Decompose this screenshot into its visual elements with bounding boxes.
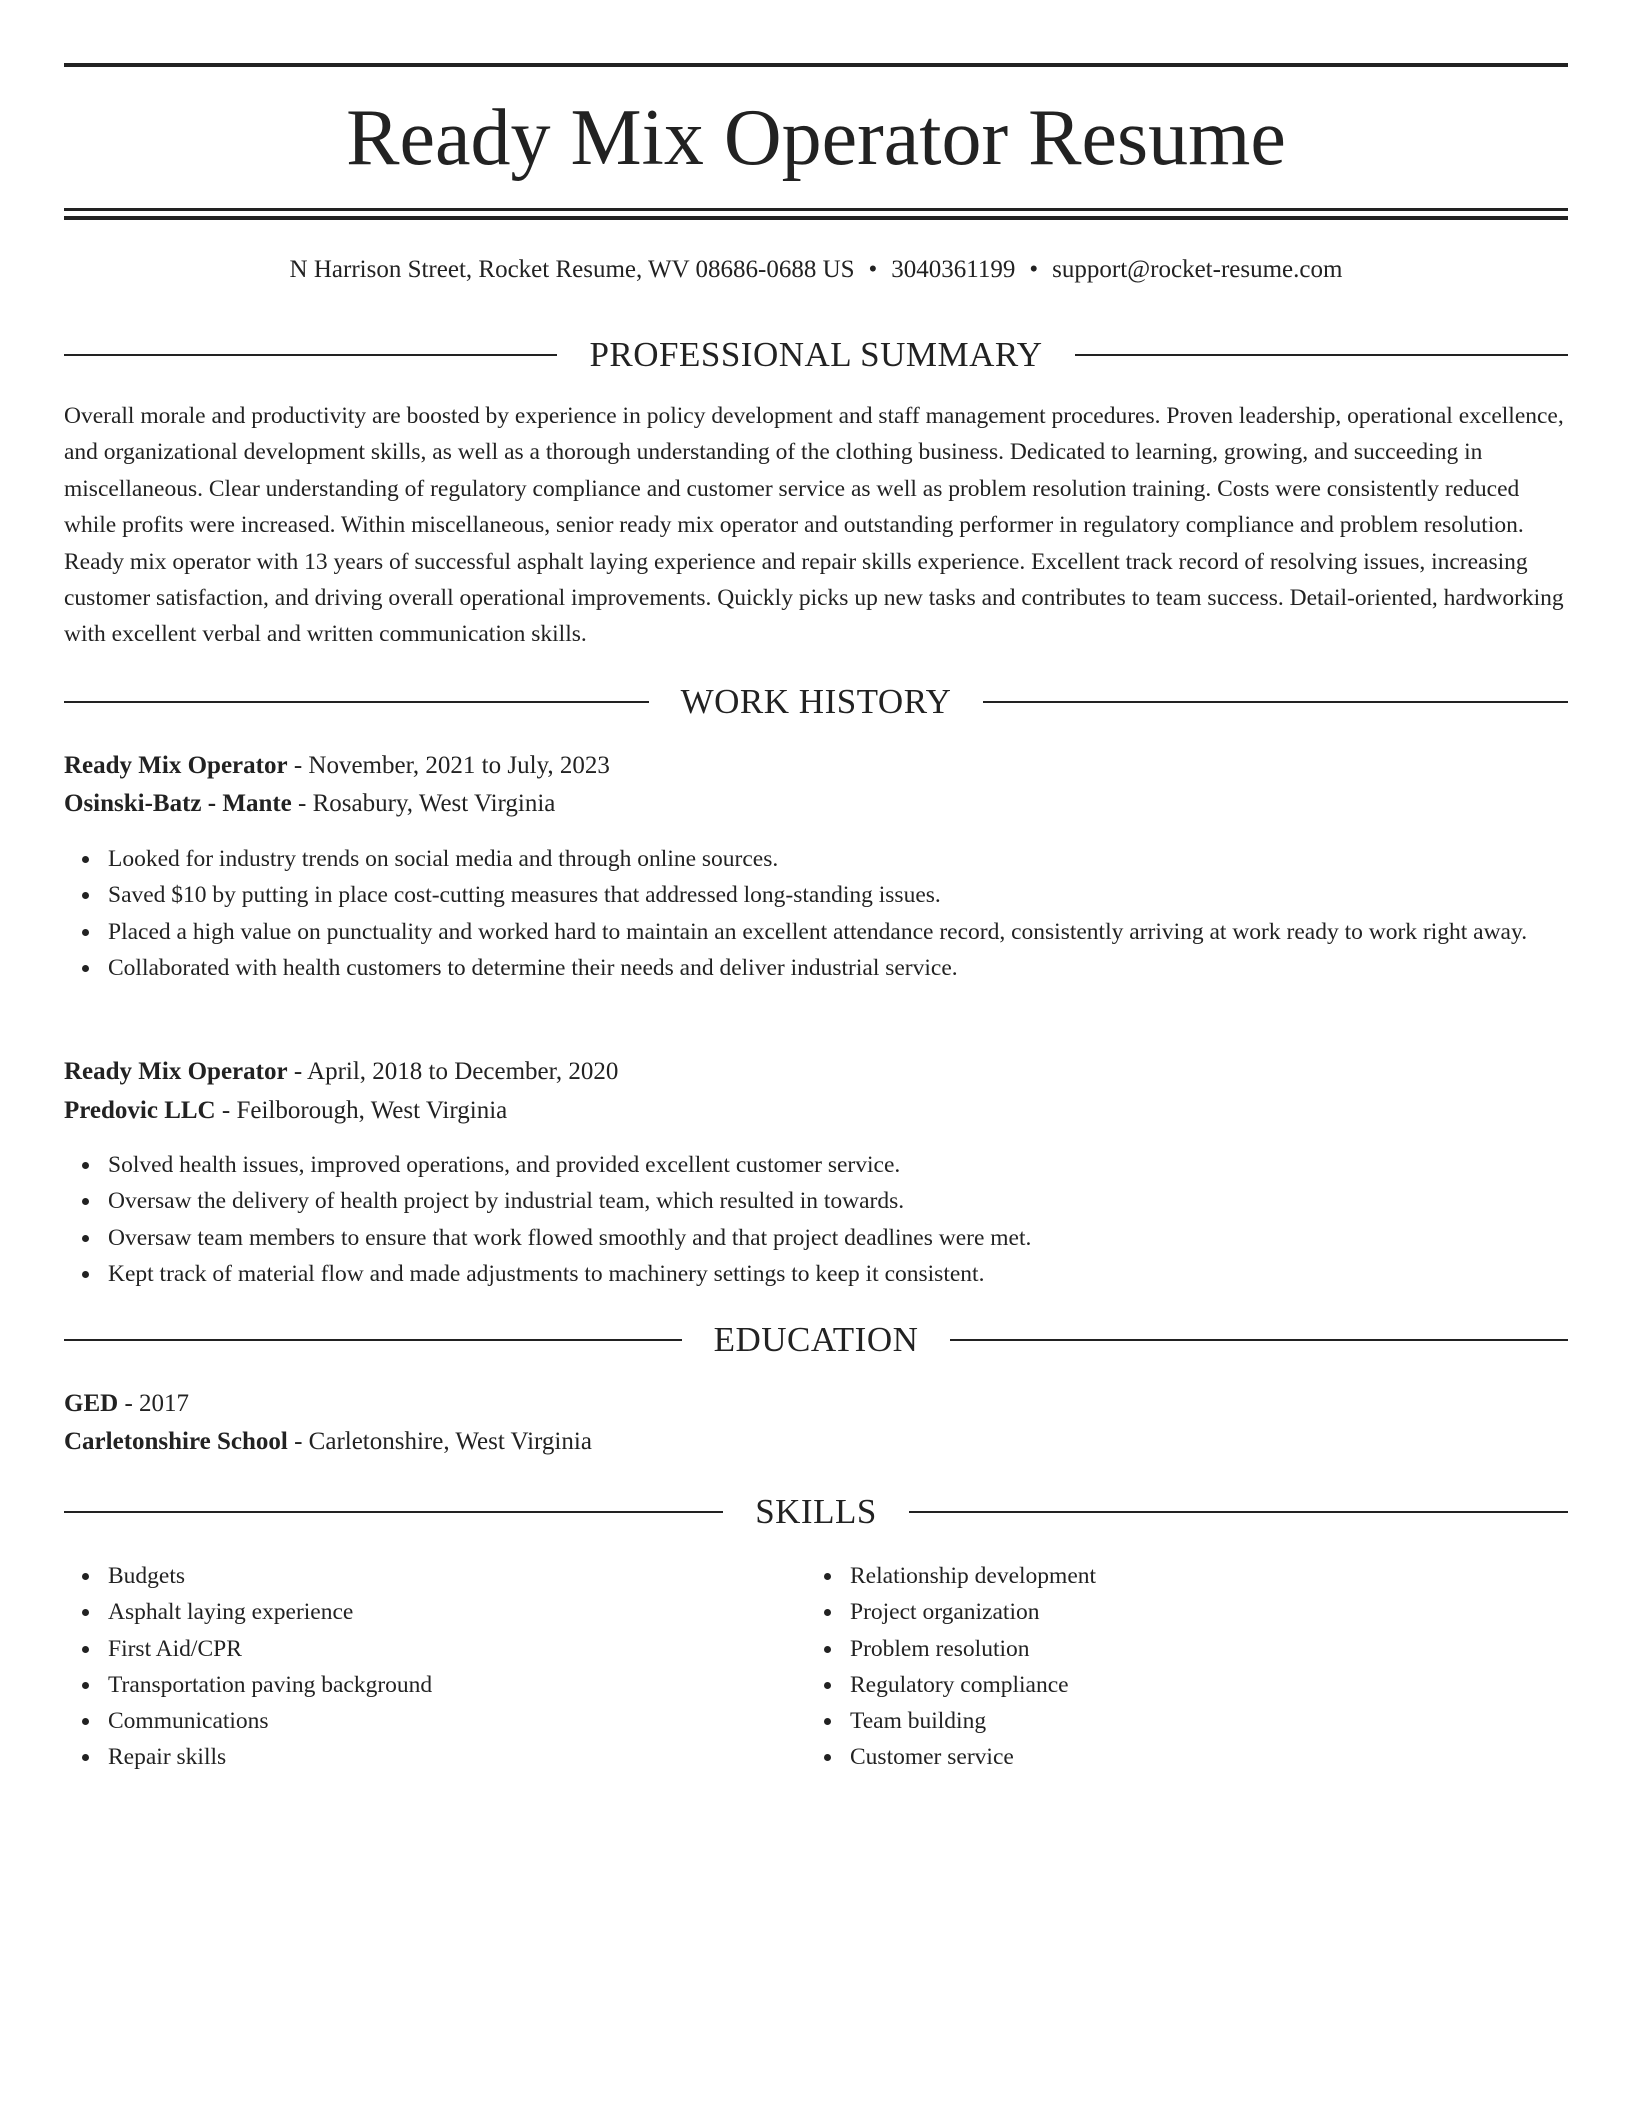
header-bottom-rule-double: [64, 216, 1568, 220]
education-school: Carletonshire School: [64, 1428, 288, 1455]
skill-item: First Aid/CPR: [108, 1631, 1568, 1667]
job-company-line: [64, 1092, 1568, 1130]
section-heading-work-history: [64, 680, 1568, 724]
section-divider: [909, 1511, 1568, 1513]
education-location: - Carletonshire, West Virginia: [287, 1428, 592, 1455]
job-location: - Feilborough, West Virginia: [215, 1097, 508, 1124]
job-bullet-list: [64, 1147, 1568, 1292]
section-divider: [1075, 354, 1568, 356]
section-title: PROFESSIONAL SUMMARY: [589, 335, 1043, 374]
list-item: Oversaw team members to ensure that work flowed smoothly and that project deadlines were met.: [108, 1220, 1568, 1256]
job-title-line: [64, 1053, 1568, 1091]
skill-item: Communications: [108, 1703, 1568, 1739]
job-dates: - April, 2018 to December, 2020: [287, 1058, 619, 1085]
section-divider: [950, 1339, 1568, 1341]
section-title: WORK HISTORY: [680, 682, 952, 721]
professional-summary-text: Overall morale and productivity are boosted by experience in policy development and staff management procedures. Proven leadership, operational excellence, and organizational development skills, as well as a thorough understanding of the clothing business. Dedicated to learning, growing, and succeeding in miscellaneous. Clear understanding of regulatory compliance and customer service as well as problem resolution training. Costs were consistently reduced while profits were increased. Within miscellaneous, senior ready mix operator and outstanding performer in regulatory compliance and problem resolution. Ready mix operator with 13 years of successful asphalt laying experience and repair skills experience. Excellent track record of resolving issues, increasing customer satisfaction, and driving overall operational improvements. Quickly picks up new tasks and contributes to team success. Detail-oriented, hardworking with excellent verbal and written communication skills.: [64, 403, 1564, 648]
contact-address: N Harrison Street, Rocket Resume, WV 08686-0688 US: [289, 256, 855, 283]
skill-item: Transportation paving background: [108, 1667, 1568, 1703]
skill-item: Asphalt laying experience: [108, 1594, 1568, 1630]
header-bottom-rule: [64, 208, 1568, 211]
education-degree-line: [64, 1385, 1568, 1423]
list-item: Collaborated with health customers to determine their needs and deliver industrial service.: [108, 950, 1568, 986]
skill-item: Project organization: [850, 1594, 1632, 1630]
education-year: - 2017: [118, 1390, 190, 1417]
header-top-rule: [64, 63, 1568, 67]
list-item: Saved $10 by putting in place cost-cutting measures that addressed long-standing issues.: [108, 877, 1568, 913]
education-degree: GED: [64, 1390, 119, 1417]
skill-item: Budgets: [108, 1558, 1568, 1594]
resume-title: Ready Mix Operator Resume: [346, 94, 1286, 182]
contact-separator: •: [1029, 256, 1039, 283]
list-item: Kept track of material flow and made adjustments to machinery settings to keep it consistent.: [108, 1256, 1568, 1292]
section-heading-skills: [64, 1490, 1568, 1534]
job-title: Ready Mix Operator: [64, 752, 288, 779]
list-item: Oversaw the delivery of health project by industrial team, which resulted in towards.: [108, 1183, 1568, 1219]
contact-email: support@rocket-resume.com: [1052, 256, 1343, 283]
contact-line: [64, 252, 1568, 288]
skill-item: Customer service: [850, 1739, 1632, 1775]
section-title: SKILLS: [755, 1492, 877, 1531]
section-divider: [64, 701, 649, 703]
section-heading-education: [64, 1318, 1568, 1362]
list-item: Placed a high value on punctuality and worked hard to maintain an excellent attendance record, consistently arriving at work ready to work right away.: [108, 914, 1568, 950]
list-item: Looked for industry trends on social media and through online sources.: [108, 841, 1568, 877]
skill-item: Team building: [850, 1703, 1632, 1739]
job-company: Osinski-Batz - Mante: [64, 790, 292, 817]
job-title-line: [64, 747, 1568, 785]
education-school-line: [64, 1423, 1568, 1461]
list-item: Solved health issues, improved operations, and provided excellent customer service.: [108, 1147, 1568, 1183]
skill-item: Problem resolution: [850, 1631, 1632, 1667]
job-bullet-list: [64, 841, 1568, 986]
skill-item: Relationship development: [850, 1558, 1632, 1594]
contact-phone: 3040361199: [891, 256, 1016, 283]
section-divider: [64, 354, 557, 356]
section-divider: [983, 701, 1568, 703]
skill-item: Repair skills: [108, 1739, 1568, 1775]
contact-separator: •: [868, 256, 878, 283]
job-company: Predovic LLC: [64, 1097, 216, 1124]
skill-item: Regulatory compliance: [850, 1667, 1632, 1703]
section-title: EDUCATION: [713, 1320, 919, 1359]
skills-list-right: [806, 1558, 1632, 1776]
job-title: Ready Mix Operator: [64, 1058, 288, 1085]
section-divider: [64, 1339, 682, 1341]
job-company-line: [64, 785, 1568, 823]
section-heading-summary: [64, 333, 1568, 377]
job-location: - Rosabury, West Virginia: [291, 790, 556, 817]
job-dates: - November, 2021 to July, 2023: [287, 752, 610, 779]
section-divider: [64, 1511, 723, 1513]
